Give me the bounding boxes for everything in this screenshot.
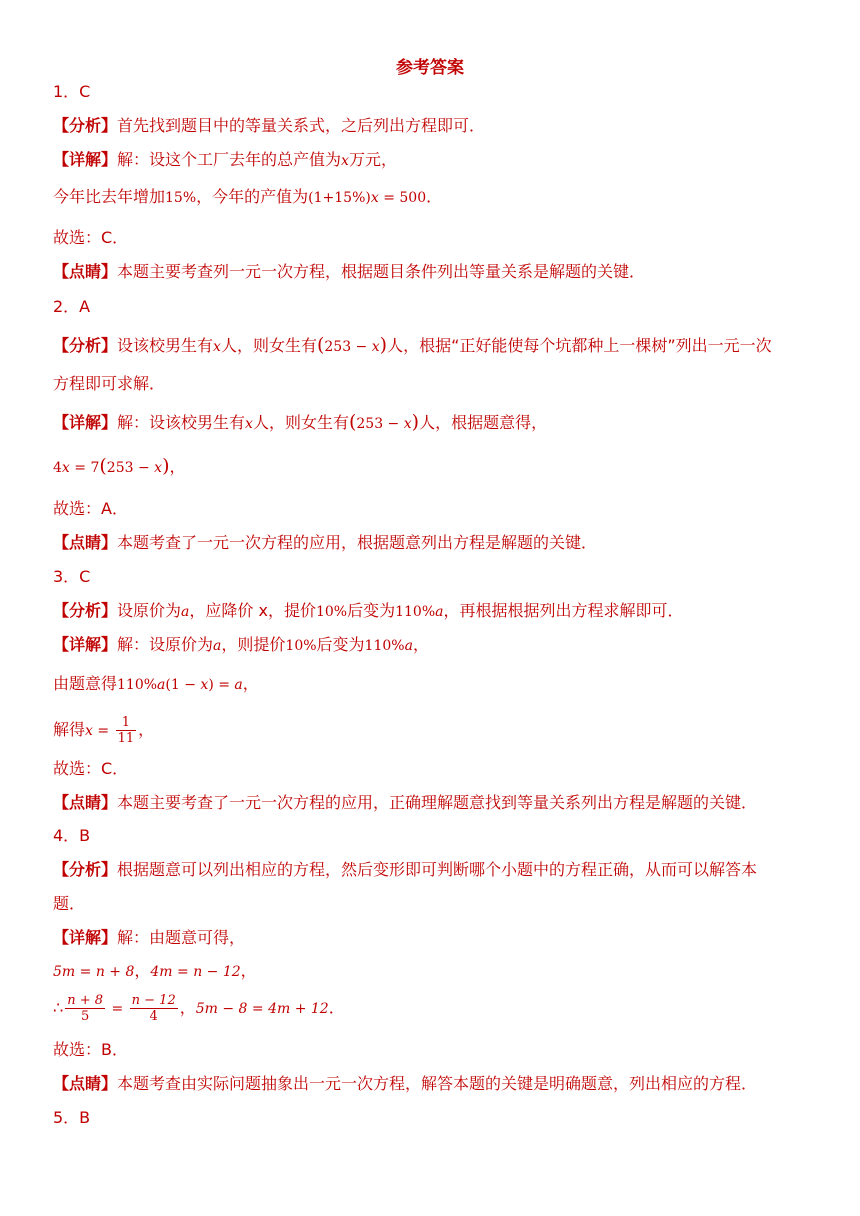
q2-analysis-b: 人，则女生有 bbox=[220, 336, 317, 355]
q4-number: 4．B bbox=[53, 826, 91, 845]
q1-comment-text: 本题主要考查列一元一次方程，根据题目条件列出等量关系是解题的关键． bbox=[117, 262, 646, 281]
q1-line2-b: ，今年的产值为 bbox=[196, 187, 309, 206]
q3-frac-num: 1 bbox=[116, 715, 137, 731]
q3-comment-text: 本题主要考查了一元一次方程的应用，正确理解题意找到等量关系列出方程是解题的关键． bbox=[117, 793, 758, 812]
q4-detail-text: 解：由题意可得， bbox=[117, 928, 246, 947]
q1-line2-end: ． bbox=[426, 187, 443, 206]
q4-eq-end: ， bbox=[240, 961, 257, 980]
q3-pct10: 10% bbox=[315, 604, 348, 620]
q1-equation-line bbox=[53, 186, 812, 209]
q2-paren-var: x bbox=[371, 339, 380, 355]
q2-eq-end: ， bbox=[169, 457, 186, 476]
q1-analysis bbox=[53, 115, 812, 137]
q3-var-a: a bbox=[181, 604, 190, 620]
q1-detail bbox=[53, 149, 812, 172]
q3-eq-b: ) = bbox=[208, 677, 235, 693]
q2-number: 2．A bbox=[53, 297, 91, 316]
q2-detail-a: 解：设该校男生有 bbox=[117, 413, 246, 432]
q3-detail-pct10: 10% bbox=[285, 638, 317, 654]
q4-fraction-line bbox=[53, 988, 812, 1029]
q4-analysis-cont: 题． bbox=[53, 894, 86, 913]
q4-answer: 故选：B． bbox=[53, 1040, 128, 1059]
comment-tag: 【点睛】 bbox=[53, 533, 118, 552]
q2-analysis-cont: 方程即可求解． bbox=[53, 374, 166, 393]
q4-frac2 bbox=[130, 993, 178, 1024]
q3-eq-var-x: x bbox=[200, 677, 209, 693]
q2-detail-c: 人，根据题意得， bbox=[419, 413, 548, 432]
analysis-tag: 【分析】 bbox=[53, 336, 118, 355]
q4-analysis bbox=[53, 859, 812, 881]
q1-detail-text-a: 解：设这个工厂去年的总产值为 bbox=[117, 150, 342, 169]
q4-f2-num: n − 12 bbox=[131, 993, 176, 1008]
q1-answer: 故选：C． bbox=[53, 228, 129, 247]
q3-solution bbox=[53, 712, 812, 749]
q4-eq1: 5m = n + 8 bbox=[53, 964, 135, 980]
q2-detail-paren-var: x bbox=[403, 416, 412, 432]
detail-tag: 【详解】 bbox=[53, 413, 118, 432]
analysis-tag: 【分析】 bbox=[53, 860, 118, 879]
q2-eq-mid: = 7 bbox=[69, 460, 100, 476]
q1-eq-c: = 500 bbox=[378, 190, 427, 206]
q3-answer: 故选：C． bbox=[53, 759, 129, 778]
q4-eq3: 5m − 8 = 4m + 12 bbox=[195, 1001, 329, 1017]
q2-eq-lhs-var: x bbox=[61, 460, 70, 476]
q3-eq-a: (1 − bbox=[165, 677, 201, 693]
q4-f1-num: n + 8 bbox=[67, 993, 103, 1008]
q4-sep: ， bbox=[134, 961, 151, 980]
q3-sol-eq: = bbox=[92, 723, 114, 739]
q2-paren-expr: 253 − bbox=[324, 339, 372, 355]
q2-equation: 4x = 7(253 − x)， bbox=[53, 455, 186, 477]
q3-detail-b: ，则提价 bbox=[221, 635, 286, 654]
detail-tag: 【详解】 bbox=[53, 928, 118, 947]
q3-line4-end: ， bbox=[138, 720, 155, 739]
q3-analysis-c: 后变为 bbox=[347, 601, 396, 620]
q4-f-eq: = bbox=[107, 1001, 128, 1017]
q3-line3-a: 由题意得 bbox=[53, 674, 118, 693]
q1-line2-a: 今年比去年增加 bbox=[53, 187, 166, 206]
q4-equations bbox=[53, 960, 812, 983]
q3-eq-var-a: a bbox=[157, 677, 166, 693]
q2-detail-paren-expr: 253 − bbox=[356, 416, 404, 432]
q3-line3-end: ， bbox=[242, 674, 259, 693]
q3-detail-pct110-var: a bbox=[404, 638, 413, 654]
q4-comment-text: 本题考查由实际问题抽象出一元一次方程，解答本题的关键是明确题意，列出相应的方程． bbox=[117, 1074, 758, 1093]
q1-analysis-text: 首先找到题目中的等量关系式，之后列出方程即可． bbox=[117, 116, 486, 135]
q4-comment bbox=[53, 1073, 812, 1095]
q3-eq-pct: 110% bbox=[117, 677, 158, 693]
q2-eq-paren-var: x bbox=[154, 460, 163, 476]
q2-detail-b: 人，则女生有 bbox=[252, 413, 349, 432]
q4-analysis-a: 根据题意可以列出相应的方程，然后变形即可判断哪个小题中的方程正确，从而可以解答本 bbox=[117, 860, 758, 879]
q1-detail-text-b: 万元， bbox=[348, 150, 397, 169]
q4-f1-den: 5 bbox=[80, 1009, 90, 1024]
q3-detail bbox=[53, 634, 812, 657]
q5-number: 5．B bbox=[53, 1108, 91, 1127]
q3-detail-c: 后变为 bbox=[316, 635, 365, 654]
page-title: 参考答案 bbox=[396, 58, 464, 78]
q3-analysis-b: ，应降价 x，提价 bbox=[189, 601, 316, 620]
q1-comment bbox=[53, 261, 812, 283]
q4-sep2: ， bbox=[179, 998, 196, 1017]
therefore-icon: ∴ bbox=[53, 998, 64, 1017]
q2-eq-paren: 253 − bbox=[106, 460, 155, 476]
q2-detail: 【详解】解：设该校男生有x人，则女生有(253 − x)人，根据题意得， bbox=[53, 411, 548, 433]
q4-f2-den: 4 bbox=[149, 1009, 158, 1024]
q3-analysis-a: 设原价为 bbox=[117, 601, 182, 620]
comment-tag: 【点睛】 bbox=[53, 262, 118, 281]
q2-answer: 故选：A． bbox=[53, 499, 128, 518]
q3-comment bbox=[53, 792, 812, 814]
q2-analysis: 【分析】设该校男生有x人，则女生有(253 − x)人，根据“正好能使每个坑都种上一棵树”列出一元一次 bbox=[53, 334, 772, 356]
q3-detail-pct110: 110% bbox=[364, 638, 405, 654]
q2-comment bbox=[53, 532, 812, 554]
q2-eq-lhs: 4 bbox=[53, 460, 62, 476]
q2-detail-var: x bbox=[245, 416, 253, 432]
q3-detail-var-a: a bbox=[213, 638, 222, 654]
analysis-tag: 【分析】 bbox=[53, 601, 118, 620]
q3-detail-d: ， bbox=[412, 635, 429, 654]
comment-tag: 【点睛】 bbox=[53, 1074, 118, 1093]
q2-analysis-a: 设该校男生有 bbox=[117, 336, 214, 355]
q3-equation bbox=[53, 673, 812, 696]
q1-number: 1．C bbox=[53, 82, 91, 101]
q3-number: 3．C bbox=[53, 567, 91, 586]
q2-comment-text: 本题考查了一元一次方程的应用，根据题意列出方程是解题的关键． bbox=[117, 533, 598, 552]
q1-eq-a: (1+15%) bbox=[308, 190, 371, 206]
q2-analysis-c: 人，根据“正好能使每个坑都种上一棵树”列出一元一次 bbox=[387, 336, 772, 355]
q1-eq-b: x bbox=[370, 190, 379, 206]
q3-line4-a: 解得 bbox=[53, 720, 86, 739]
detail-tag: 【详解】 bbox=[53, 635, 118, 654]
q1-pct15: 15% bbox=[165, 190, 197, 206]
q4-eq2: 4m = n − 12 bbox=[150, 964, 241, 980]
q4-frac1 bbox=[65, 993, 105, 1024]
q3-pct110-var: a bbox=[435, 604, 444, 620]
q1-var-x: x bbox=[341, 153, 349, 169]
q3-detail-a: 解：设原价为 bbox=[117, 635, 214, 654]
q4-detail bbox=[53, 927, 812, 949]
comment-tag: 【点睛】 bbox=[53, 793, 118, 812]
analysis-tag: 【分析】 bbox=[53, 116, 118, 135]
q3-pct110: 110% bbox=[395, 604, 436, 620]
detail-tag: 【详解】 bbox=[53, 150, 118, 169]
q3-frac-den: 11 bbox=[117, 731, 135, 746]
q3-analysis-d: ，再根据根据列出方程求解即可． bbox=[443, 601, 684, 620]
q3-eq-rhs: a bbox=[234, 677, 243, 693]
q3-analysis bbox=[53, 600, 812, 623]
q4-eq3-end: ． bbox=[328, 998, 345, 1017]
q3-fraction bbox=[116, 715, 137, 746]
q3-sol-var: x bbox=[85, 723, 93, 739]
q2-var-x: x bbox=[213, 339, 221, 355]
